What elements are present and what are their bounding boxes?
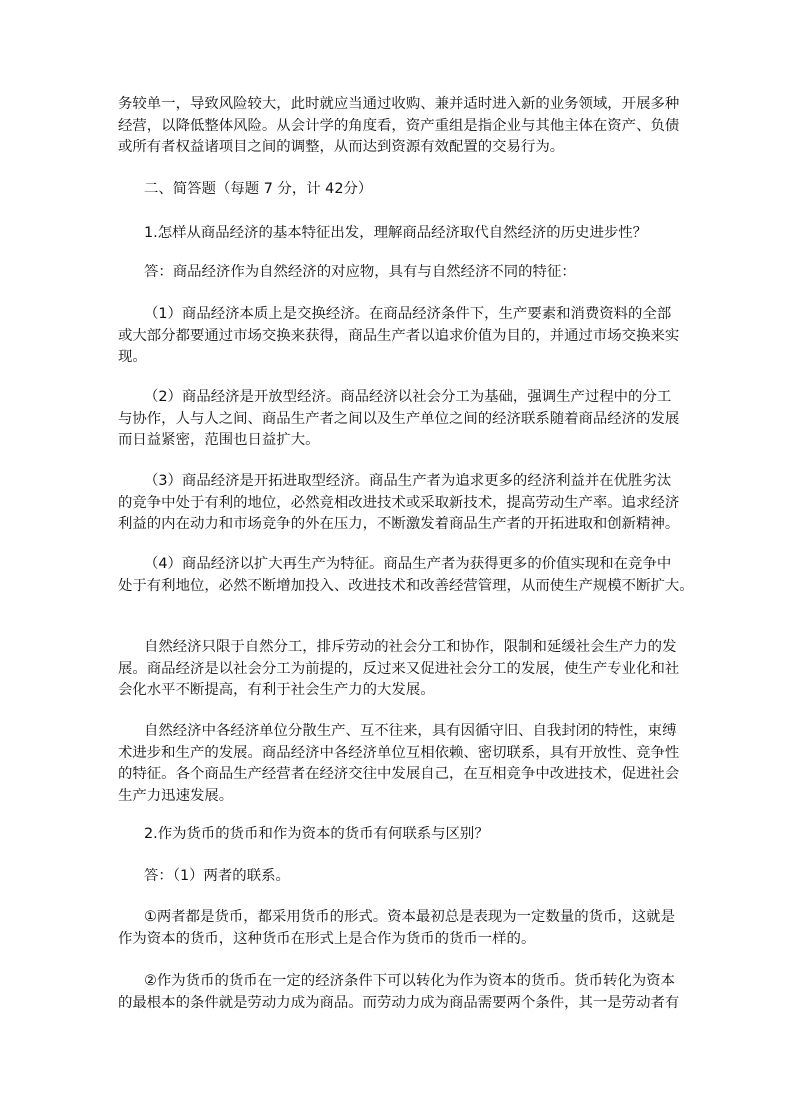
text-line: 经营，以降低整体风险。从会计学的角度看，资产重组是指企业与其他主体在资产、负债	[118, 117, 680, 134]
text-line: 与协作，人与人之间、商品生产者之间以及生产单位之间的经济联系随着商品经济的发展	[118, 410, 680, 427]
paragraph	[118, 721, 718, 807]
paragraph	[118, 866, 718, 888]
paragraph	[118, 304, 718, 369]
text-line: 二、简答题（每题 7 分，计 42分）	[144, 181, 373, 197]
text-line: 答：（1）两者的联系。	[144, 868, 290, 884]
paragraph	[118, 387, 718, 452]
text-line: 务较单一，导致风险较大，此时就应当通过收购、兼并适时进入新的业务领域，开展多种	[118, 96, 680, 112]
section-heading	[118, 179, 718, 201]
text-line: ②作为货币的货币在一定的经济条件下可以转化为作为资本的货币。货币转化为资本	[144, 973, 675, 989]
text-line: 答：商品经济作为自然经济的对应物，具有与自然经济不同的特征：	[144, 264, 576, 280]
paragraph	[118, 554, 718, 597]
text-line: 的特征。各个商品生产经营者在经济交往中发展自己，在互相竞争中改进技术，促进社会	[118, 766, 680, 782]
paragraph	[118, 637, 718, 702]
text-line: 的最根本的条件就是劳动力成为商品。而劳动力成为商品需要两个条件，其一是劳动者有	[118, 994, 680, 1011]
text-line: 处于有利地位，必然不断增加投入、改进技术和改善经营管理，从而使生产规模不断扩大。	[118, 577, 694, 594]
text-line: 或大部分都要通过市场交换来获得，商品生产者以追求价值为目的，并通过市场交换来实	[118, 327, 680, 344]
paragraph	[118, 471, 718, 536]
text-line: 术进步和生产的发展。商品经济中各经济单位互相依赖、密切联系，具有开放性、竞争性	[118, 744, 680, 761]
question-heading	[118, 824, 718, 846]
text-line: 现。	[118, 349, 147, 365]
paragraph	[118, 971, 718, 1014]
paragraph	[118, 262, 718, 284]
text-line: 的竞争中处于有利的地位，必然竞相改进技术或采取新技术，提高劳动生产率。追求经济	[118, 494, 680, 511]
text-line: 而日益紧密，范围也日益扩大。	[118, 432, 320, 448]
text-line: 作为资本的货币，这种货币在形式上是合作为货币的货币一样的。	[118, 930, 536, 947]
text-line: 利益的内在动力和市场竞争的外在压力，不断激发着商品生产者的开拓进取和创新精神。	[118, 516, 680, 532]
text-line: 自然经济中各经济单位分散生产、互不往来，具有因循守旧、自我封闭的特性，束缚	[144, 723, 677, 739]
text-line: 或所有者权益诸项目之间的调整，从而达到资源有效配置的交易行为。	[118, 139, 565, 155]
text-line: 生产力迅速发展。	[118, 787, 234, 804]
text-line: （4）商品经济以扩大再生产为特征。商品生产者为获得更多的价值实现和在竞争中	[144, 556, 672, 572]
text-line: 展。商品经济是以社会分工为前提的，反过来又促进社会分工的发展，使生产专业化和社	[118, 660, 680, 677]
text-line: 1.怎样从商品经济的基本特征出发，理解商品经济取代自然经济的历史进步性？	[144, 225, 648, 241]
text-line: （3）商品经济是开拓进取型经济。商品生产者为追求更多的经济利益并在优胜劣汰	[144, 473, 672, 489]
text-line: （1）商品经济本质上是交换经济。在商品经济条件下，生产要素和消费资料的全部	[144, 306, 672, 322]
paragraph	[118, 907, 718, 950]
text-line: 会化水平不断提高，有利于社会生产力的大发展。	[118, 682, 435, 698]
text-line: ①两者都是货币，都采用货币的形式。资本最初总是表现为一定数量的货币，这就是	[144, 909, 675, 925]
text-line: （2）商品经济是开放型经济。商品经济以社会分工为基础，强调生产过程中的分工	[144, 389, 672, 405]
text-line: 2.作为货币的货币和作为资本的货币有何联系与区别？	[144, 826, 489, 842]
text-line: 自然经济只限于自然分工，排斥劳动的社会分工和协作，限制和延缓社会生产力的发	[144, 639, 677, 655]
paragraph	[118, 94, 718, 159]
question-heading	[118, 223, 718, 245]
